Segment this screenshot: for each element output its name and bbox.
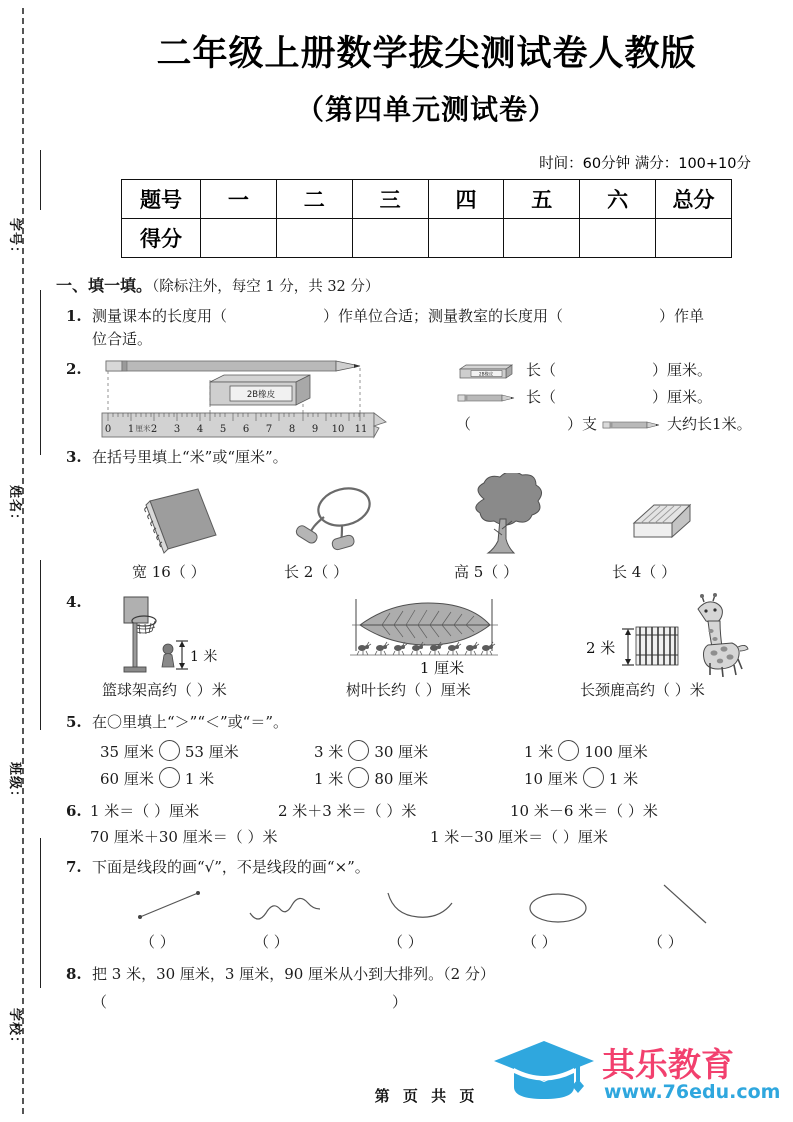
table-row bbox=[122, 180, 732, 219]
comparison-left: 1 米 bbox=[314, 770, 344, 788]
comparison-circle[interactable] bbox=[558, 740, 579, 761]
question-8 bbox=[60, 963, 793, 1014]
page-footer: 第 页 共 页 bbox=[374, 1087, 479, 1105]
comparison-right: 100 厘米 bbox=[584, 743, 648, 761]
question-3-prompt: 在括号里填上“米”或“厘米”。 bbox=[92, 447, 288, 466]
question-3-label-eraser[interactable]: 长 4（ ） bbox=[612, 562, 677, 581]
score-table-header-cell: 总分 bbox=[656, 180, 732, 219]
comparison-left: 35 厘米 bbox=[100, 743, 154, 761]
comparison-right: 1 米 bbox=[184, 770, 215, 788]
ruler-tick-5: 5 bbox=[219, 423, 227, 435]
score-table-label-cell: 得分 bbox=[122, 219, 201, 258]
comparison-right: 80 厘米 bbox=[374, 770, 429, 788]
question-2-row-pencil bbox=[456, 385, 786, 412]
question-3-label-tree[interactable]: 高 5（ ） bbox=[454, 562, 519, 581]
margin-rule bbox=[40, 150, 41, 210]
question-2-answer-rows bbox=[456, 358, 786, 439]
question-2-label-a: 长（ bbox=[526, 361, 557, 380]
ruler-unit-label: 厘米 bbox=[135, 423, 151, 433]
equation-item[interactable]: 70 厘米＋30 厘米＝（ ）米 bbox=[90, 828, 278, 846]
question-7-answer-row bbox=[82, 931, 793, 953]
scale-arrow bbox=[622, 629, 634, 665]
question-7-prompt: 下面是线段的画“√”，不是线段的画“×”。 bbox=[92, 858, 370, 876]
giraffe-icon bbox=[580, 591, 770, 677]
question-2-tail: 大约长1米。 bbox=[667, 415, 752, 434]
question-1-text-c: ）作单 bbox=[659, 307, 705, 325]
margin-rule bbox=[40, 290, 41, 455]
question-6 bbox=[60, 800, 793, 852]
ruler-tick-7: 7 bbox=[265, 423, 273, 435]
score-input-cell[interactable] bbox=[276, 219, 352, 258]
comparison-left: 60 厘米 bbox=[100, 770, 154, 788]
margin-label-school: 学校： bbox=[7, 1008, 22, 1051]
score-input-cell[interactable] bbox=[504, 219, 580, 258]
comparison-item bbox=[100, 740, 239, 764]
comparison-item bbox=[524, 740, 648, 764]
equation-item[interactable]: 10 米－6 米＝（ ）米 bbox=[510, 802, 658, 820]
question-number: 7. bbox=[66, 858, 82, 876]
ruler-tick-4: 4 bbox=[196, 423, 204, 435]
line-segment-icon bbox=[132, 887, 218, 927]
score-table-header-cell: 五 bbox=[504, 180, 580, 219]
scale-arrow bbox=[176, 641, 188, 669]
content-column bbox=[56, 0, 793, 1122]
question-2-figures bbox=[60, 356, 793, 442]
question-4-figures bbox=[60, 591, 793, 679]
score-table-header-cell: 六 bbox=[580, 180, 656, 219]
person-icon bbox=[162, 644, 174, 667]
margin-rule bbox=[40, 560, 41, 730]
question-number: 6. bbox=[66, 802, 82, 820]
eraser-icon bbox=[624, 497, 710, 545]
question-1 bbox=[60, 305, 793, 352]
comparison-item bbox=[314, 767, 428, 791]
comparison-circle[interactable] bbox=[348, 740, 369, 761]
notebook-icon bbox=[132, 479, 228, 559]
ruler-tick-3: 3 bbox=[173, 423, 181, 435]
score-table-header-cell: 三 bbox=[352, 180, 428, 219]
comparison-left: 3 米 bbox=[314, 743, 344, 761]
comparison-item bbox=[524, 767, 638, 791]
eraser-label: 2B橡皮 bbox=[246, 389, 276, 400]
question-number: 3. bbox=[66, 447, 82, 466]
equation-item[interactable]: 2 米＋3 米＝（ ）米 bbox=[278, 802, 417, 820]
section-heading bbox=[56, 273, 793, 296]
question-6-row-1 bbox=[90, 800, 793, 826]
comparison-left: 1 米 bbox=[524, 743, 554, 761]
margin-label-class: 班级： bbox=[7, 762, 22, 805]
wavy-line-icon bbox=[246, 887, 332, 927]
brand-logo bbox=[490, 1035, 790, 1115]
question-number: 4. bbox=[66, 592, 82, 611]
section-heading-note: （除标注外，每空 1 分，共 32 分） bbox=[152, 279, 380, 295]
ruler-tick-0: 0 bbox=[104, 423, 112, 435]
leaf-with-ants-icon bbox=[342, 593, 542, 677]
margin-label-name: 姓名： bbox=[7, 485, 22, 528]
score-input-cell[interactable] bbox=[580, 219, 656, 258]
question-2-unit-b: ）厘米。 bbox=[652, 388, 713, 407]
answer-paren[interactable]: （ ） bbox=[140, 933, 175, 952]
ruler-tick-10: 10 bbox=[331, 423, 345, 435]
score-input-cell[interactable] bbox=[201, 219, 277, 258]
ruler-figure bbox=[98, 356, 398, 442]
question-2-label-b: 长（ bbox=[526, 388, 557, 407]
question-number: 5. bbox=[66, 712, 82, 731]
question-3 bbox=[60, 446, 793, 585]
equation-item[interactable]: 1 米－30 厘米＝（ ）厘米 bbox=[430, 828, 608, 846]
question-5-prompt: 在〇里填上“＞”“＜”或“＝”。 bbox=[92, 712, 289, 731]
comparison-item bbox=[100, 767, 214, 791]
question-1-text-b: ）作单位合适；测量教室的长度用（ bbox=[323, 307, 564, 325]
question-5-row-2 bbox=[92, 767, 793, 794]
comparison-circle[interactable] bbox=[583, 767, 604, 788]
score-input-cell[interactable] bbox=[428, 219, 504, 258]
jump-rope-icon bbox=[284, 481, 384, 559]
exam-meta: 时间：60分钟 满分：100+10分 bbox=[539, 156, 751, 172]
pencil-icon bbox=[456, 390, 518, 406]
score-input-cell[interactable] bbox=[352, 219, 428, 258]
score-table bbox=[121, 179, 732, 258]
comparison-item bbox=[314, 740, 428, 764]
answer-paren-open: （ bbox=[92, 992, 108, 1011]
score-table-header-cell: 二 bbox=[276, 180, 352, 219]
question-7-shapes bbox=[82, 883, 793, 931]
question-2-row-count bbox=[456, 412, 786, 439]
answer-paren[interactable]: （ ） bbox=[648, 933, 683, 952]
answer-paren[interactable]: （ ） bbox=[254, 933, 289, 952]
ruler-tick-8: 8 bbox=[288, 423, 296, 435]
question-2-measure-word: ）支 bbox=[567, 415, 598, 434]
graduation-cap-icon bbox=[490, 1035, 598, 1105]
scale-label-leaf: 1 厘米 bbox=[419, 658, 465, 677]
equation-item[interactable]: 1 米＝（ ）厘米 bbox=[90, 802, 200, 820]
margin-strip bbox=[0, 0, 60, 1122]
answer-paren[interactable]: （ ） bbox=[522, 933, 557, 952]
question-8-prompt: 把 3 米，30 厘米，3 厘米，90 厘米从小到大排列。（2 分） bbox=[92, 965, 495, 984]
ruler-tick-2: 2 bbox=[150, 423, 158, 435]
margin-label-student-id: 学号： bbox=[7, 218, 22, 261]
ruler-tick-1: 1 bbox=[127, 423, 135, 435]
question-number: 8. bbox=[66, 965, 82, 984]
question-4-labels bbox=[60, 679, 793, 703]
question-2 bbox=[60, 356, 793, 442]
question-5 bbox=[60, 711, 793, 794]
tree-icon bbox=[454, 473, 552, 561]
score-table-header-cell: 题号 bbox=[122, 180, 201, 219]
question-7 bbox=[60, 856, 793, 953]
pencil-icon bbox=[106, 361, 360, 371]
scale-label-giraffe: 2 米 bbox=[586, 638, 616, 657]
question-number: 2. bbox=[66, 359, 82, 378]
question-2-unit-a: ）厘米。 bbox=[652, 361, 713, 380]
comparison-circle[interactable] bbox=[159, 767, 180, 788]
answer-paren[interactable]: （ ） bbox=[388, 933, 423, 952]
oval-icon bbox=[516, 889, 602, 929]
comparison-right: 30 厘米 bbox=[374, 743, 429, 761]
brand-url: www.76edu.com bbox=[604, 1081, 781, 1103]
score-table-header-cell: 四 bbox=[428, 180, 504, 219]
table-row bbox=[122, 219, 732, 258]
question-6-row-2 bbox=[90, 826, 793, 852]
question-2-row-eraser bbox=[456, 358, 786, 385]
comparison-circle[interactable] bbox=[348, 767, 369, 788]
question-4-label-leaf[interactable]: 树叶长约（ ）厘米 bbox=[346, 680, 471, 699]
svg-text:2B橡皮: 2B橡皮 bbox=[478, 372, 494, 378]
question-4 bbox=[60, 591, 793, 703]
answer-paren-close: ） bbox=[392, 992, 408, 1011]
question-3-label-notebook[interactable]: 宽 16（ ） bbox=[132, 562, 206, 581]
eraser-icon bbox=[456, 362, 518, 380]
fence-icon bbox=[636, 627, 678, 665]
brand-name: 其乐教育 bbox=[602, 1045, 734, 1084]
question-1-text-a: 测量课本的长度用（ bbox=[92, 307, 228, 325]
eraser-icon bbox=[210, 375, 310, 405]
pencil-icon bbox=[601, 417, 663, 433]
question-3-label-jump-rope[interactable]: 长 2（ ） bbox=[284, 562, 349, 581]
page-subtitle: （第四单元测试卷） bbox=[295, 93, 557, 126]
ruler-icon bbox=[102, 413, 386, 437]
question-5-row-1 bbox=[92, 740, 793, 767]
page-title: 二年级上册数学拔尖测试卷人教版 bbox=[156, 34, 697, 74]
question-2-label-c: （ bbox=[456, 415, 472, 434]
section-heading-text: 一、填一填。 bbox=[56, 276, 153, 295]
margin-rule bbox=[40, 838, 41, 988]
basketball-hoop-icon bbox=[102, 593, 242, 677]
diagonal-line-icon bbox=[644, 883, 730, 927]
question-number: 1. bbox=[66, 307, 82, 325]
comparison-right: 1 米 bbox=[608, 770, 639, 788]
ruler-pencil-eraser-diagram bbox=[98, 356, 398, 442]
ruler-tick-6: 6 bbox=[242, 423, 250, 435]
curve-icon bbox=[382, 887, 468, 927]
question-3-labels bbox=[84, 561, 793, 585]
comparison-right: 53 厘米 bbox=[184, 743, 239, 761]
comparison-left: 10 厘米 bbox=[524, 770, 578, 788]
question-8-answer-line[interactable] bbox=[92, 991, 793, 1015]
question-4-label-basketball[interactable]: 篮球架高约（ ）米 bbox=[102, 680, 227, 699]
score-table-header-cell: 一 bbox=[201, 180, 277, 219]
question-3-figures bbox=[84, 473, 793, 561]
score-input-cell[interactable] bbox=[656, 219, 732, 258]
question-1-line2: 位合适。 bbox=[92, 330, 153, 349]
comparison-circle[interactable] bbox=[159, 740, 180, 761]
scale-label-basketball: 1 米 bbox=[190, 648, 218, 665]
ruler-tick-11: 11 bbox=[354, 423, 368, 435]
question-4-label-giraffe[interactable]: 长颈鹿高约（ ）米 bbox=[580, 680, 705, 699]
ruler-tick-9: 9 bbox=[311, 423, 319, 435]
